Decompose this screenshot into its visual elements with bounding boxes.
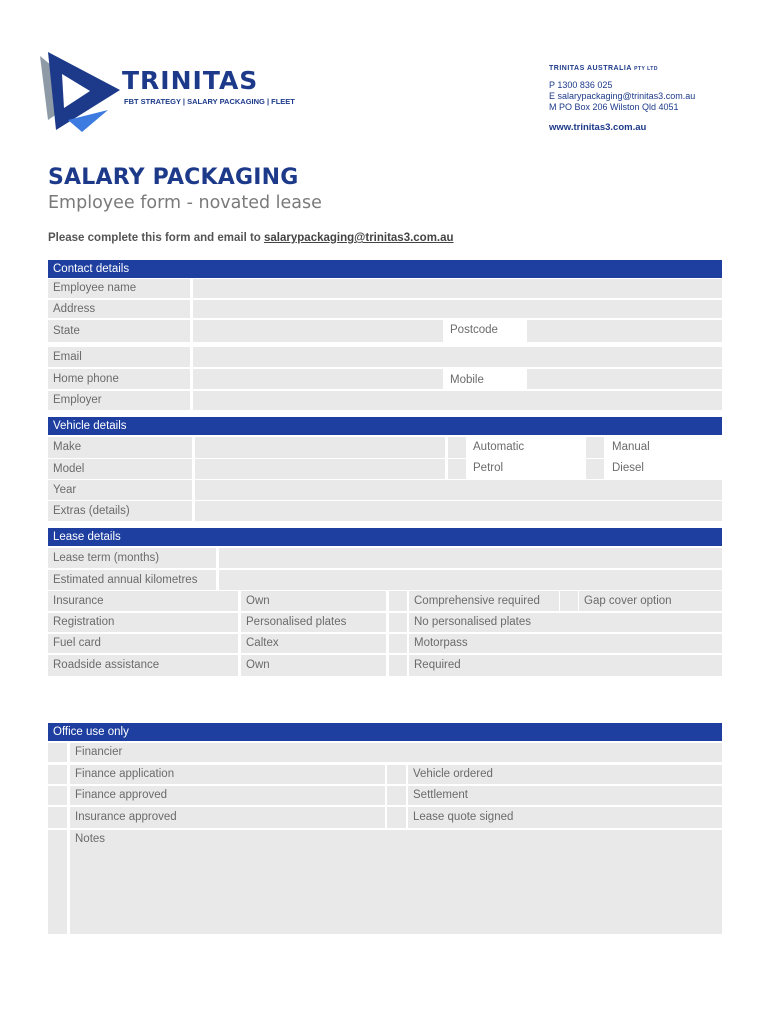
trinitas-logo — [38, 50, 295, 132]
lease-term-label: Lease term (months) — [48, 548, 216, 568]
logo-triangle-icon — [38, 50, 128, 132]
finance-approved-checkbox[interactable] — [48, 786, 67, 805]
roadside-required-option[interactable]: Required — [409, 655, 722, 676]
address-label: Address — [48, 300, 190, 318]
year-field[interactable] — [195, 480, 722, 500]
insurance-label: Insurance — [48, 591, 238, 611]
instruction-email-link[interactable]: salarypackaging@trinitas3.com.au — [264, 232, 454, 244]
company-phone: P 1300 836 025 — [549, 80, 613, 90]
notes-side-cell — [48, 830, 67, 934]
state-field[interactable] — [193, 320, 443, 342]
vehicle-ordered-label: Vehicle ordered — [408, 765, 722, 784]
motorpass-option[interactable]: Motorpass — [409, 634, 722, 653]
section-vehicle-details: Vehicle details — [48, 417, 722, 435]
registration-label: Registration — [48, 613, 238, 632]
section-contact-details: Contact details — [48, 260, 722, 278]
automatic-label: Automatic — [473, 441, 525, 453]
roadside-own-checkbox[interactable] — [389, 655, 407, 676]
extras-label: Extras (details) — [48, 501, 192, 521]
personalised-plates-checkbox[interactable] — [389, 613, 407, 632]
financier-label: Financier — [70, 743, 722, 762]
mobile-label: Mobile — [450, 374, 484, 386]
email-field[interactable] — [193, 347, 722, 367]
extras-field[interactable] — [195, 501, 722, 521]
roadside-label: Roadside assistance — [48, 655, 238, 676]
caltex-checkbox[interactable] — [389, 634, 407, 653]
postcode-label: Postcode — [450, 324, 498, 336]
home-phone-label: Home phone — [48, 369, 190, 389]
finance-application-label: Finance application — [70, 765, 385, 784]
gap-cover-option[interactable]: Gap cover option — [579, 591, 722, 611]
annual-km-field[interactable] — [219, 570, 722, 590]
insurance-approved-checkbox[interactable] — [48, 807, 67, 828]
section-office-use: Office use only — [48, 723, 722, 741]
roadside-own-option[interactable]: Own — [241, 655, 386, 676]
mobile-field[interactable] — [527, 369, 722, 389]
annual-km-label: Estimated annual kilometres — [48, 570, 216, 590]
comprehensive-checkbox[interactable] — [560, 591, 578, 611]
notes-field[interactable]: Notes — [70, 830, 722, 934]
postcode-field[interactable] — [527, 320, 722, 342]
employer-field[interactable] — [193, 391, 722, 410]
petrol-label: Petrol — [473, 462, 504, 474]
company-mail: M PO Box 206 Wilston Qld 4051 — [549, 102, 679, 112]
employer-label: Employer — [48, 391, 190, 410]
state-label: State — [48, 320, 190, 342]
automatic-checkbox[interactable] — [448, 437, 466, 458]
company-name: TRINITAS AUSTRALIA PTY LTD — [549, 65, 658, 72]
financier-checkbox[interactable] — [48, 743, 67, 762]
home-phone-field[interactable] — [193, 369, 443, 389]
lease-term-field[interactable] — [219, 548, 722, 568]
make-label: Make — [48, 437, 192, 458]
insurance-own-option[interactable]: Own — [241, 591, 386, 611]
manual-checkbox[interactable] — [586, 437, 604, 458]
comprehensive-option[interactable]: Comprehensive required — [409, 591, 559, 611]
fuel-card-label: Fuel card — [48, 634, 238, 653]
personalised-plates-option[interactable]: Personalised plates — [241, 613, 386, 632]
make-field[interactable] — [195, 437, 445, 458]
lease-quote-checkbox[interactable] — [387, 807, 406, 828]
lease-quote-label: Lease quote signed — [408, 807, 722, 828]
finance-application-checkbox[interactable] — [48, 765, 67, 784]
caltex-option[interactable]: Caltex — [241, 634, 386, 653]
email-label: Email — [48, 347, 190, 367]
no-personalised-plates-option[interactable]: No personalised plates — [409, 613, 722, 632]
year-label: Year — [48, 480, 192, 500]
manual-label: Manual — [612, 441, 650, 453]
diesel-label: Diesel — [612, 462, 644, 474]
instruction-text: Please complete this form and email to salarypackaging@trinitas3.com.au — [48, 232, 454, 244]
company-website[interactable]: www.trinitas3.com.au — [549, 122, 647, 133]
company-contact — [549, 63, 695, 133]
model-label: Model — [48, 459, 192, 479]
employee-name-label: Employee name — [48, 279, 190, 298]
company-email: E salarypackaging@trinitas3.com.au — [549, 91, 696, 101]
brand-tagline: FBT STRATEGY | SALARY PACKAGING | FLEET — [124, 97, 295, 106]
employee-name-field[interactable] — [193, 279, 722, 298]
settlement-label: Settlement — [408, 786, 722, 805]
brand-name: TRINITAS — [122, 66, 259, 95]
petrol-checkbox[interactable] — [448, 459, 466, 479]
model-field[interactable] — [195, 459, 445, 479]
insurance-own-checkbox[interactable] — [389, 591, 407, 611]
vehicle-ordered-checkbox[interactable] — [387, 765, 406, 784]
finance-approved-label: Finance approved — [70, 786, 385, 805]
page-title: SALARY PACKAGING — [48, 165, 299, 190]
diesel-checkbox[interactable] — [586, 459, 604, 479]
insurance-approved-label: Insurance approved — [70, 807, 385, 828]
section-lease-details: Lease details — [48, 528, 722, 546]
settlement-checkbox[interactable] — [387, 786, 406, 805]
page-subtitle: Employee form - novated lease — [48, 193, 322, 213]
address-field[interactable] — [193, 300, 722, 318]
